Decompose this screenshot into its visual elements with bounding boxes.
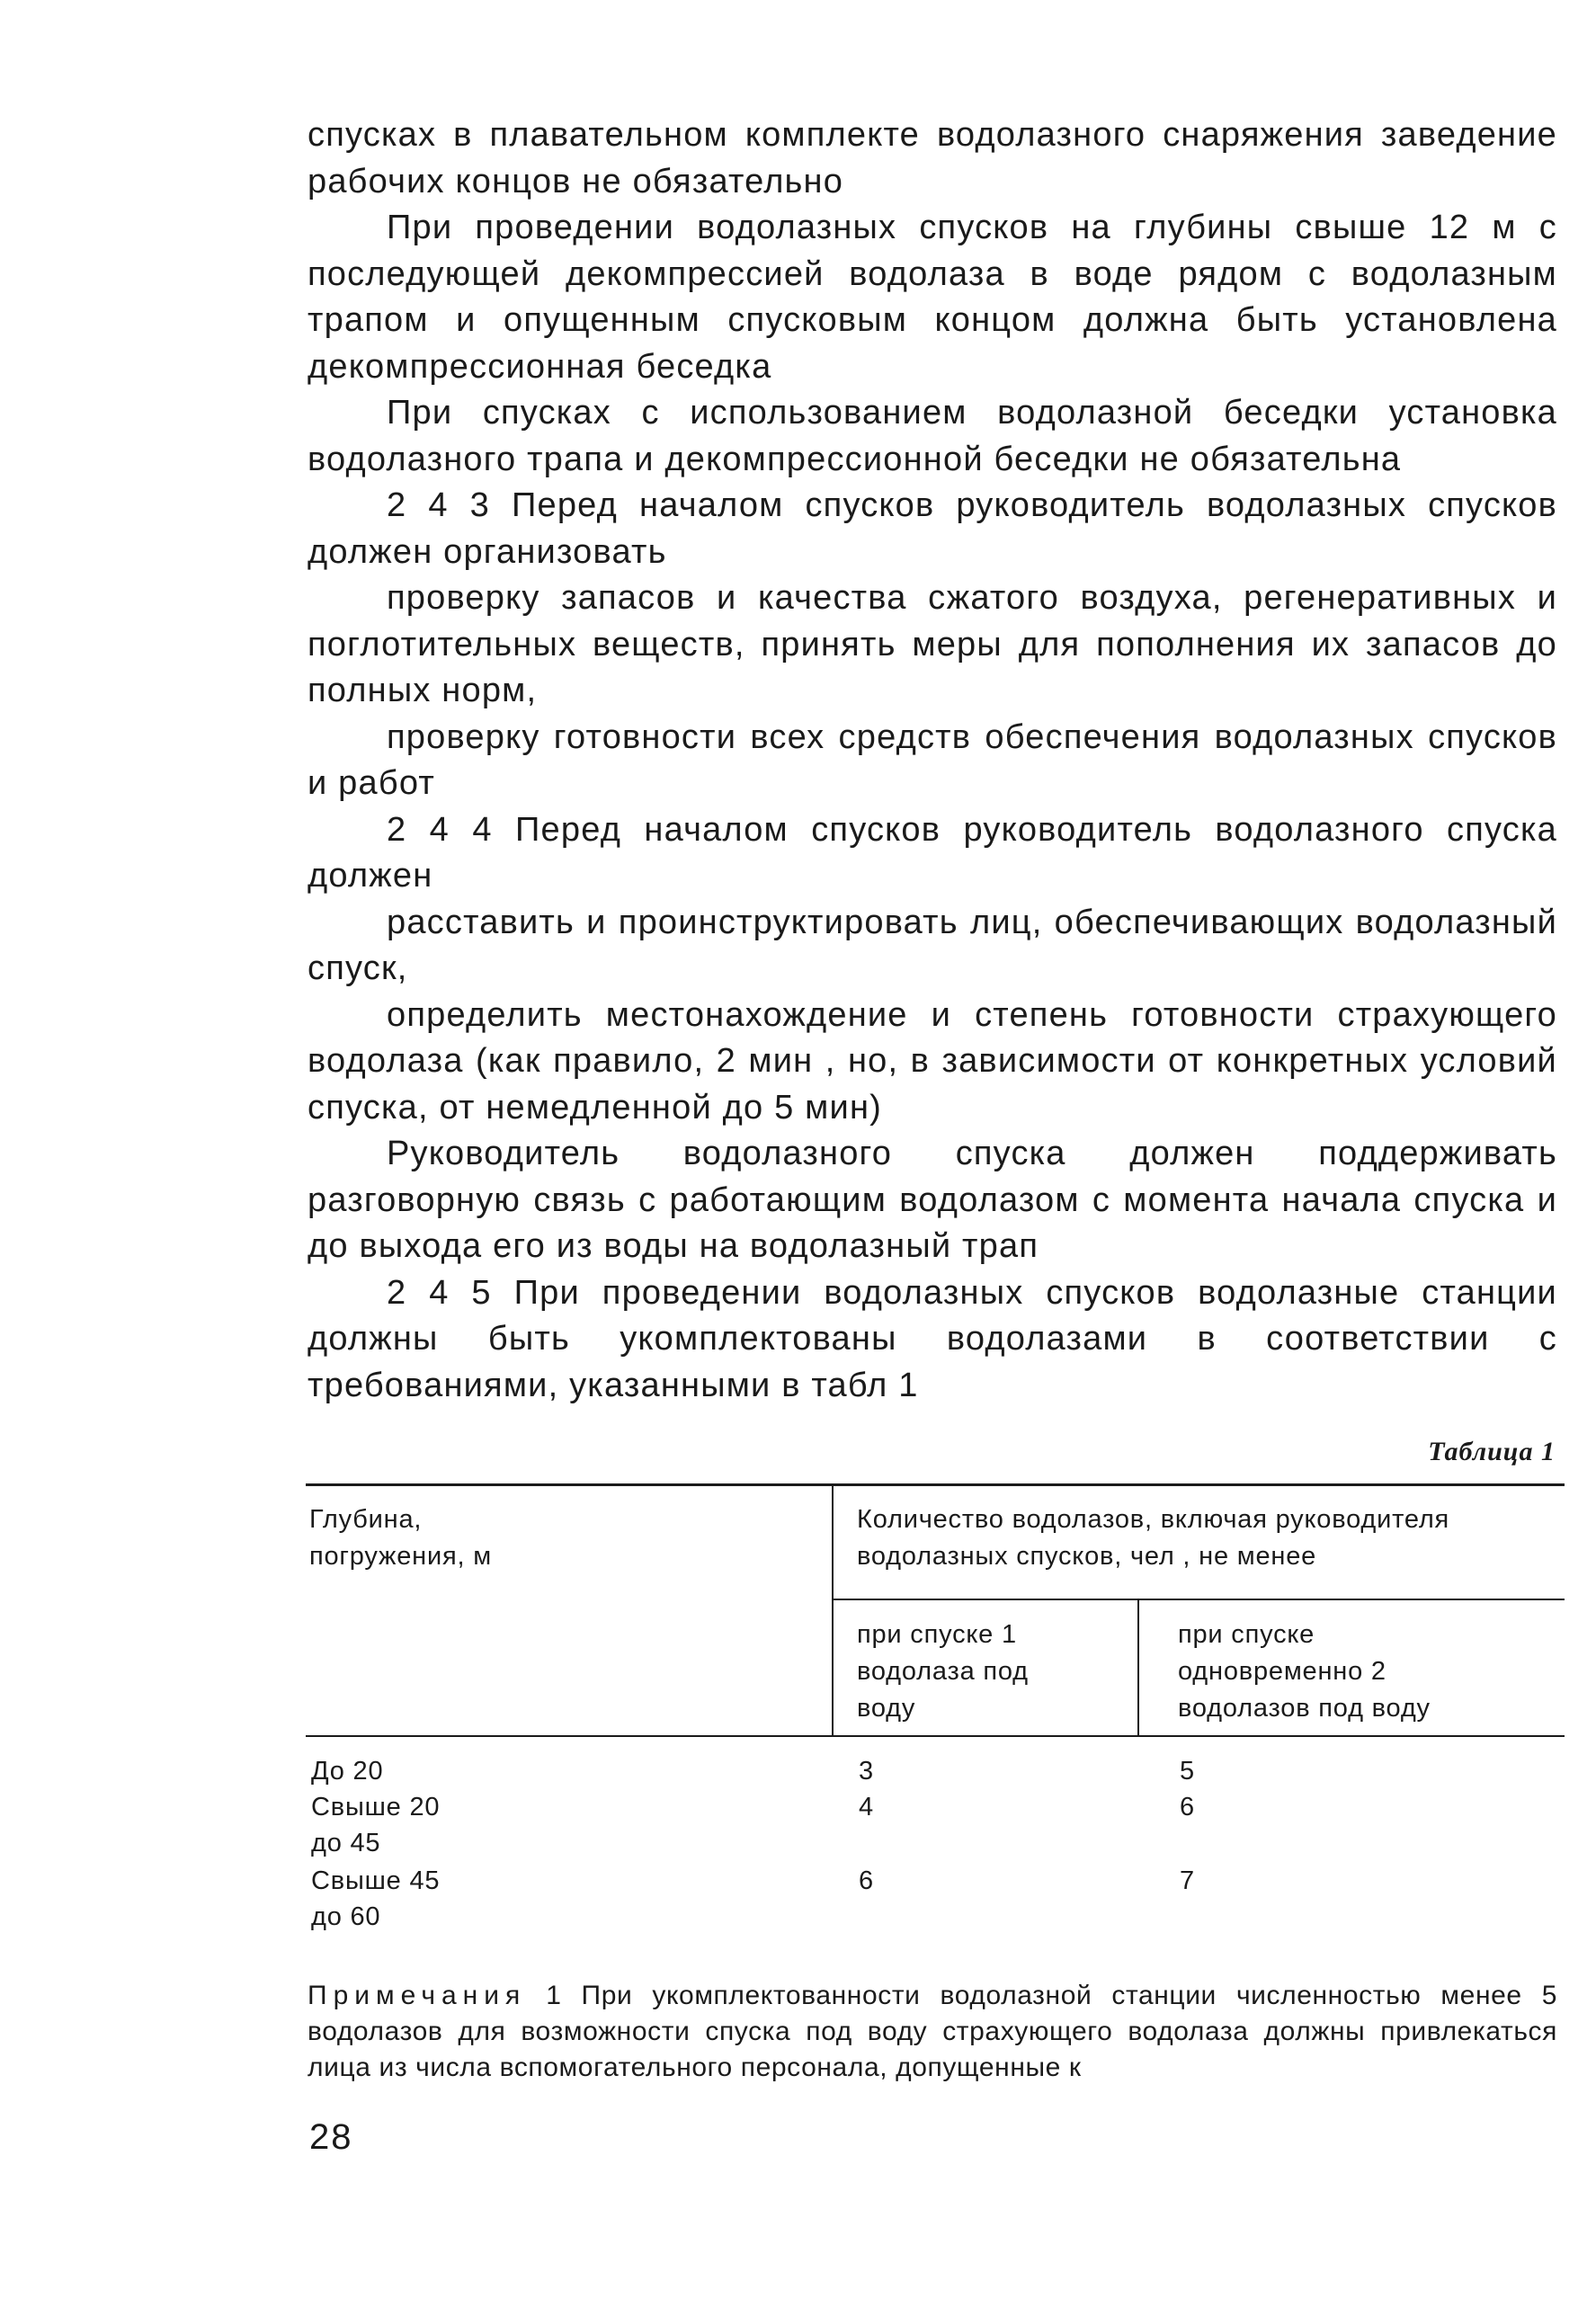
paragraph: спусках в плавательном комплекте водолазного снаряжения заведение рабочих концов не обязательно: [308, 116, 1557, 200]
paragraph: проверку запасов и качества сжатого воздуха, регенеративных и поглотительных веществ, принять меры для пополнения их запасов до полных норм,: [308, 579, 1557, 709]
table-cell-two: 5: [1180, 1757, 1195, 1786]
paragraph: При спусках с использованием водолазной беседки установка водолазного трапа и декомпрессионной беседки не обязательна: [308, 394, 1557, 478]
paragraph: 2 4 3 Перед началом спусков руководитель водолазных спусков должен организовать: [308, 486, 1557, 571]
paragraph: определить местонахождение и степень готовности страхующего водолаза (как правило, 2 мин , но, в зависимости от конкретных условий спуска, от немедленной до 5 мин): [308, 995, 1557, 1127]
table-cell-depth: До 20: [311, 1757, 384, 1786]
table-cell-two: 7: [1180, 1866, 1195, 1895]
table-subheader-rule: [832, 1599, 1565, 1600]
table-cell-one: 6: [859, 1866, 874, 1895]
paragraph: При проведении водолазных спусков на глубины свыше 12 м с последующей декомпрессией водолаза в воде рядом с водолазным трапом и опущенным спусковым концом должна быть установлена декомпрессионная беседка: [308, 209, 1557, 386]
table-header-one-diver: при спуске 1 водолаза под воду: [857, 1620, 1029, 1723]
table-cell-depth: Свыше 45 до 60: [311, 1866, 441, 1931]
notes-text: 1 При укомплектованности водолазной станции численностью менее 5 водолазов для возможности спуска под воду страхующего водолаза должны привлекаться лица из числа вспомогательного персонала, допущенные к: [308, 1981, 1557, 2082]
table-top-rule: [306, 1483, 1565, 1486]
table-cell-one: 3: [859, 1757, 874, 1786]
table-header-bottom-rule: [306, 1735, 1565, 1737]
table-cell-one: 4: [859, 1793, 874, 1821]
table-header-depth: Глубина, погружения, м: [309, 1505, 492, 1571]
table-cell-depth: Свыше 20 до 45: [311, 1793, 441, 1857]
table-cell-two: 6: [1180, 1793, 1195, 1821]
paragraph: Руководитель водолазного спуска должен поддерживать разговорную связь с работающим водолазом с момента начала спуска и до выхода его из воды на водолазный трап: [308, 1135, 1557, 1265]
paragraph: 2 4 4 Перед началом спусков руководитель водолазного спуска должен: [308, 810, 1557, 895]
paragraph: расставить и проинструктировать лиц, обеспечивающих водолазный спуск,: [308, 903, 1557, 987]
table-caption: Таблица 1: [1428, 1437, 1556, 1466]
paragraph: 2 4 5 При проведении водолазных спусков водолазные станции должны быть укомплектованы водолазами в соответствии с требованиями, указанными в табл 1: [308, 1273, 1557, 1404]
table-header-count: Количество водолазов, включая руководителя водолазных спусков, чел , не менее: [857, 1505, 1450, 1571]
notes-label: Примечания: [308, 1981, 527, 2010]
table-subcolumn-divider: [1137, 1599, 1139, 1737]
table-column-divider: [832, 1483, 834, 1737]
body-text: [308, 112, 1557, 1409]
paragraph: проверку готовности всех средств обеспечения водолазных спусков и работ: [308, 717, 1557, 802]
table-header-two-divers: при спуске одновременно 2 водолазов под воду: [1178, 1620, 1431, 1723]
table-notes: [308, 1978, 1557, 2086]
page-number: 28: [309, 2117, 353, 2157]
